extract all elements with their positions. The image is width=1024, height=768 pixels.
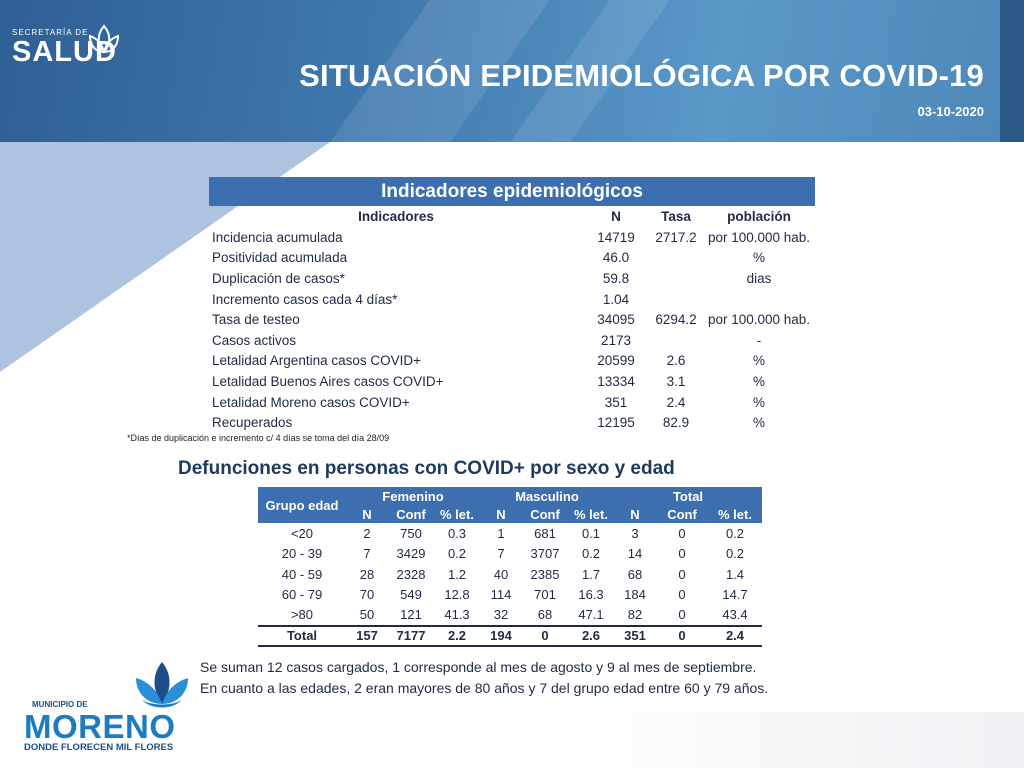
table-row [258,544,762,565]
value-cell: 2385 [530,566,560,582]
value-cell: 114 [490,587,512,603]
table-row [258,585,762,606]
indicator-n: 46.0 [602,250,630,266]
indicator-row [209,248,815,269]
col-grupo-edad: Grupo edad [258,487,346,523]
indicator-n: 351 [604,394,628,410]
indicator-tasa [649,248,703,269]
indicator-row [209,330,815,351]
indicator-n: 12195 [597,415,635,431]
indicator-label: Duplicación de casos* [212,270,345,286]
total-cell: 0 [522,626,568,647]
salud-logo-big: SALUD [12,36,117,68]
value-cell: 0 [678,607,686,623]
value-cell: 1 [497,525,505,541]
col-tasa: Tasa [661,209,691,224]
indicator-tasa [649,330,703,351]
total-cell: 0 [656,626,708,647]
subcol: N [346,505,388,523]
indicator-label: Letalidad Argentina casos COVID+ [212,353,421,369]
value-cell: 7 [497,546,505,562]
value-cell: 14.7 [722,587,748,603]
total-cell: 351 [614,626,656,647]
indicators-footnote: *Días de duplicación e incremento c/ 4 días se toma del día 28/09 [127,433,390,443]
indicator-row [209,309,815,330]
value-cell: 0.2 [447,546,467,562]
subcol: % let. [434,505,480,523]
value-cell: 28 [359,566,375,582]
deaths-header-row-1 [258,487,762,505]
indicator-n: 1.04 [602,291,630,307]
indicator-row [209,412,815,433]
value-cell: 2 [363,525,371,541]
total-cell: 2.4 [708,626,762,647]
value-cell: 0 [678,566,686,582]
value-cell: 549 [400,587,422,603]
report-date: 03-10-2020 [917,104,984,119]
indicator-poblacion: dias [746,270,772,286]
col-masculino: Masculino [480,487,614,505]
value-cell: 0.2 [725,525,745,541]
moreno-muni: MUNICIPIO DE [32,700,88,709]
value-cell: 68 [627,566,643,582]
indicator-row [209,351,815,372]
indicator-tasa: 82.9 [662,415,690,431]
indicator-row [209,227,815,248]
indicator-poblacion: % [752,353,765,369]
value-cell: 3707 [530,546,560,562]
indicator-row [209,371,815,392]
indicator-tasa [649,289,703,310]
indicator-row [209,268,815,289]
value-cell: 50 [359,607,375,623]
subcol: % let. [568,505,614,523]
value-cell: 0.1 [581,525,601,541]
col-femenino: Femenino [346,487,480,505]
indicator-poblacion: por 100.000 hab. [707,229,811,245]
indicator-poblacion: - [756,332,762,348]
indicator-n: 13334 [597,373,635,389]
indicator-tasa [649,268,703,289]
col-indicadores: Indicadores [358,209,434,224]
indicator-poblacion: por 100.000 hab. [707,312,811,328]
table-row [258,523,762,544]
age-group-cell: <20 [290,525,314,541]
note-line: Se suman 12 casos cargados, 1 corresponde al mes de agosto y 9 al mes de septiembre. [200,659,757,675]
indicators-title: Indicadores epidemiológicos [209,177,815,206]
value-cell: 70 [359,587,375,603]
age-group-cell: >80 [290,607,314,623]
indicator-label: Recuperados [212,415,293,431]
indicator-tasa: 2.4 [666,394,686,410]
col-total: Total [614,487,762,505]
total-row [258,626,762,647]
value-cell: 68 [537,607,553,623]
indicator-row [209,392,815,413]
indicator-poblacion: % [752,415,765,431]
indicator-poblacion [703,289,815,310]
indicator-poblacion: % [752,373,765,389]
indicator-n: 2173 [600,332,632,348]
value-cell: 750 [400,525,422,541]
deaths-title: Defunciones en personas con COVID+ por sexo y edad [178,458,675,479]
indicator-label: Letalidad Moreno casos COVID+ [212,394,410,410]
value-cell: 121 [400,607,422,623]
value-cell: 1.7 [581,566,601,582]
subcol: Conf [388,505,434,523]
value-cell: 0 [678,525,686,541]
value-cell: 7 [363,546,371,562]
age-group-cell: 20 - 39 [281,546,323,562]
value-cell: 3 [631,525,639,541]
value-cell: 40 [493,566,509,582]
indicators-table [209,177,815,433]
age-group-cell: 60 - 79 [281,587,323,603]
decorative-shade [560,712,1024,768]
value-cell: 14 [627,546,643,562]
indicator-label: Incremento casos cada 4 días* [212,291,398,307]
subcol: % let. [708,505,762,523]
value-cell: 2328 [396,566,426,582]
value-cell: 184 [624,587,646,603]
value-cell: 1.4 [725,566,745,582]
total-label: Total [258,626,346,647]
value-cell: 47.1 [578,607,604,623]
indicator-n: 34095 [597,312,635,328]
indicator-tasa: 2.6 [666,353,686,369]
table-row [258,564,762,585]
total-cell: 194 [480,626,522,647]
value-cell: 82 [627,607,643,623]
indicator-n: 14719 [597,229,635,245]
subcol: N [480,505,522,523]
indicators-header-row [209,206,815,227]
indicator-tasa: 3.1 [666,373,686,389]
moreno-tagline: DONDE FLORECEN MIL FLORES [24,742,174,753]
moreno-logo [22,660,192,760]
indicator-label: Incidencia acumulada [212,229,343,245]
subcol: Conf [522,505,568,523]
indicator-poblacion: % [752,394,765,410]
value-cell: 701 [534,587,556,603]
flower-icon [130,660,194,712]
indicator-tasa: 6294.2 [655,312,697,328]
indicator-label: Casos activos [212,332,297,348]
subcol: Conf [656,505,708,523]
table-row [258,605,762,626]
indicator-tasa: 2717.2 [655,229,697,245]
deaths-table [258,487,762,647]
salud-logo-small: SECRETARÍA DE [12,28,89,37]
value-cell: 43.4 [722,607,748,623]
indicator-row [209,289,815,310]
moreno-name: MORENO [24,708,176,745]
value-cell: 0 [678,587,686,603]
value-cell: 681 [534,525,556,541]
total-cell: 2.2 [434,626,480,647]
indicator-n: 20599 [597,353,635,369]
value-cell: 1.2 [447,566,467,582]
age-group-cell: 40 - 59 [281,566,323,582]
value-cell: 16.3 [578,587,604,603]
notes [200,657,768,699]
salud-logo [12,28,117,67]
value-cell: 0.2 [725,546,745,562]
col-n: N [611,209,621,224]
page-title: SITUACIÓN EPIDEMIOLÓGICA POR COVID-19 [299,58,984,93]
value-cell: 0.2 [581,546,601,562]
value-cell: 41.3 [444,607,470,623]
lotus-icon [82,22,126,62]
indicator-label: Positividad acumulada [212,250,348,266]
value-cell: 0 [678,546,686,562]
value-cell: 12.8 [444,587,470,603]
note-line: En cuanto a las edades, 2 eran mayores de 80 años y 7 del grupo edad entre 60 y 79 años. [200,680,769,696]
col-poblacion: población [727,209,791,224]
value-cell: 3429 [396,546,426,562]
total-cell: 157 [346,626,388,647]
value-cell: 0.3 [447,525,467,541]
indicator-label: Tasa de testeo [212,312,300,328]
total-cell: 7177 [388,626,434,647]
value-cell: 32 [493,607,509,623]
indicator-label: Letalidad Buenos Aires casos COVID+ [212,373,444,389]
indicator-poblacion: % [752,250,765,266]
total-cell: 2.6 [568,626,614,647]
subcol: N [614,505,656,523]
indicator-n: 59.8 [602,270,630,286]
